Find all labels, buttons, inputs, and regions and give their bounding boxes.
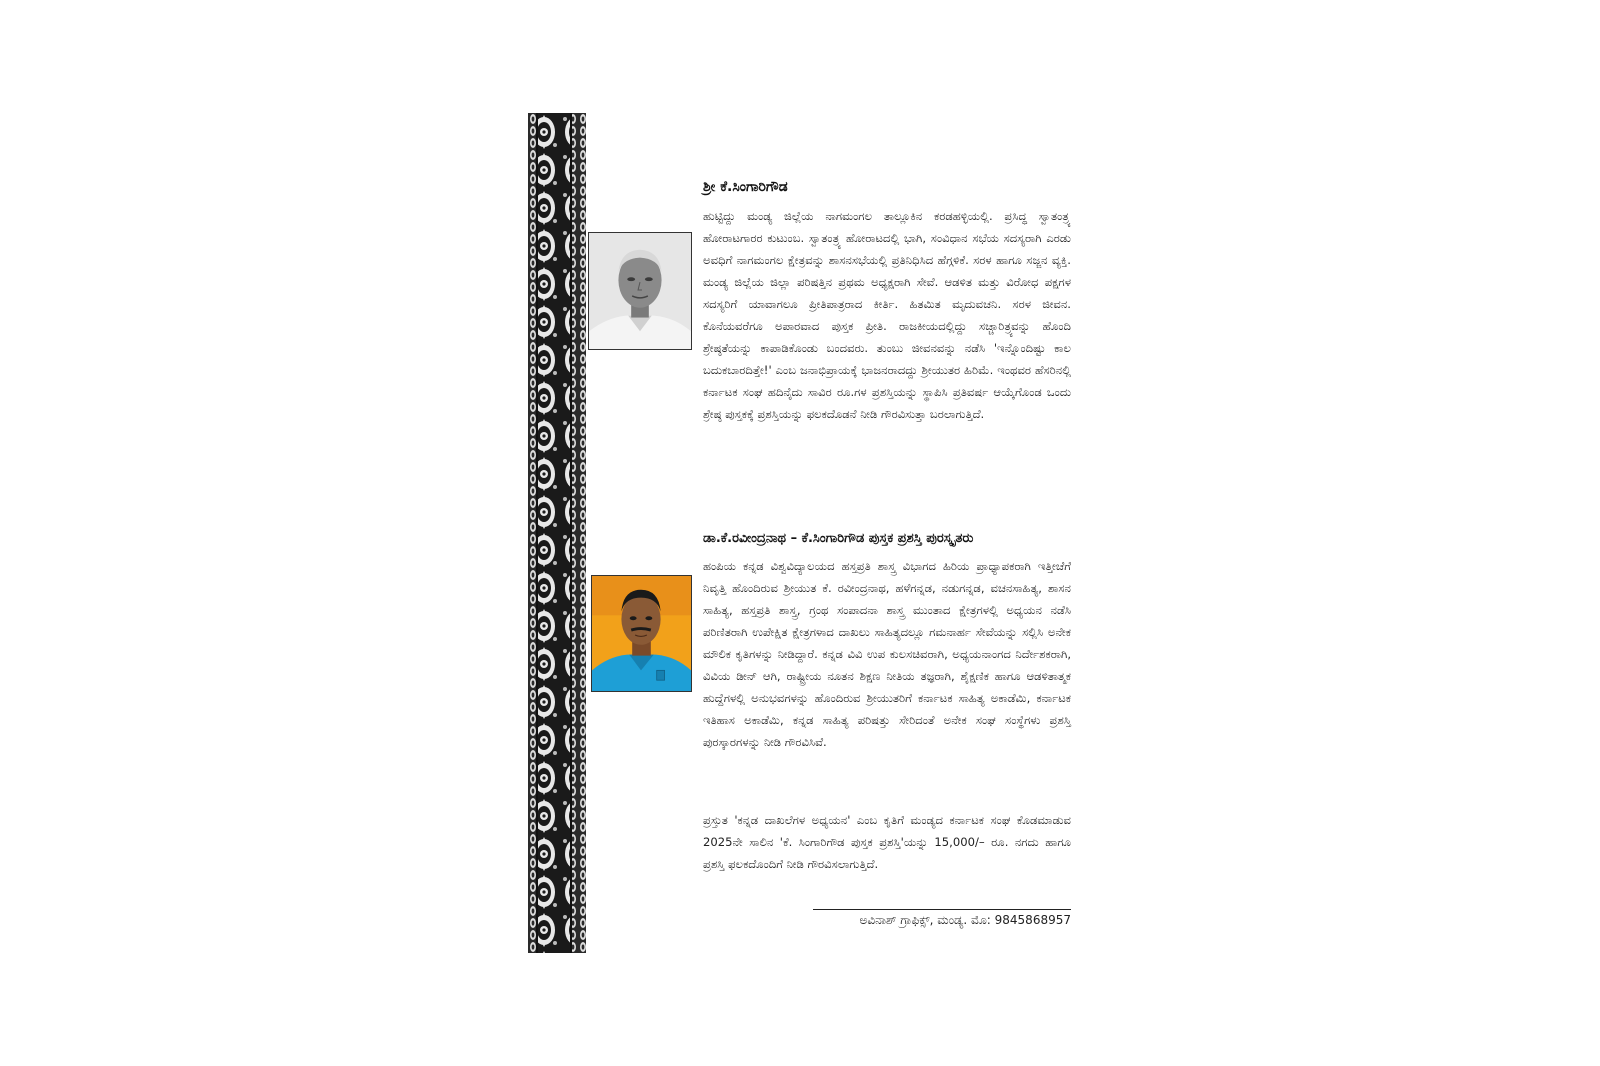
section1-heading: ಶ್ರೀ ಕೆ.ಸಿಂಗಾರಿಗೌಡ (703, 179, 788, 195)
section2-paragraph: ಹಂಪಿಯ ಕನ್ನಡ ವಿಶ್ವವಿದ್ಯಾಲಯದ ಹಸ್ತಪ್ರತಿ ಶಾಸ್ತ್ರ ವಿಭಾಗದ ಹಿರಿಯ ಪ್ರಾಧ್ಯಾಪಕರಾಗಿ ಇತ್ತೀಚೆಗೆ ನಿವೃತ್ತಿ ಹೊಂದಿರುವ ಶ್ರೀಯುತ ಕೆ. ರವೀಂದ್ರನಾಥ, ಹಳೆಗನ್ನಡ, ನಡುಗನ್ನಡ, ವಚನಸಾಹಿತ್ಯ, ಶಾಸನ ಸಾಹಿತ್ಯ, ಹಸ್ತಪ್ರತಿ ಶಾಸ್ತ್ರ, ಗ್ರಂಥ ಸಂಪಾದನಾ ಶಾಸ್ತ್ರ ಮುಂತಾದ ಕ್ಷೇತ್ರಗಳಲ್ಲಿ ಅಧ್ಯಯನ ನಡೆಸಿ ಪರಿಣಿತರಾಗಿ ಉಪೇಕ್ಷಿತ ಕ್ಷೇತ್ರಗಳಾದ ದಾಖಲು ಸಾಹಿತ್ಯದಲ್ಲೂ ಗಮನಾರ್ಹ ಸೇವೆಯನ್ನು ಸಲ್ಲಿಸಿ ಅನೇಕ ಮೌಲಿಕ ಕೃತಿಗಳನ್ನು ನೀಡಿದ್ದಾರೆ. ಕನ್ನಡ ವಿವಿ ಉಪ ಕುಲಸಚಿವರಾಗಿ, ಅಧ್ಯಯನಾಂಗದ ನಿರ್ದೇಶಕರಾಗಿ, ವಿವಿಯ ಡೀನ್ ಆಗಿ, ರಾಷ್ಟ್ರೀಯ ನೂತನ ಶಿಕ್ಷಣ ನೀತಿಯ ತಜ್ಞರಾಗಿ, ಶೈಕ್ಷಣಿಕ ಹಾಗೂ ಆಡಳಿತಾತ್ಮಕ ಹುದ್ದೆಗಳಲ್ಲಿ ಅನುಭವಗಳನ್ನು ಹೊಂದಿರುವ ಶ್ರೀಯುತರಿಗೆ ಕರ್ನಾಟಕ ಸಾಹಿತ್ಯ ಅಕಾಡೆಮಿ, ಕರ್ನಾಟಕ ಇತಿಹಾಸ ಅಕಾಡೆಮಿ, ಕನ್ನಡ ಸಾಹಿತ್ಯ ಪರಿಷತ್ತು ಸೇರಿದಂತೆ ಅನೇಕ ಸಂಘ ಸಂಸ್ಥೆಗಳು ಪ್ರಶಸ್ತಿ ಪುರಸ್ಕಾರಗಳನ್ನು ನೀಡಿ ಗೌರವಿಸಿವೆ. (703, 559, 1071, 749)
portrait-grayscale-image (589, 233, 691, 349)
brochure-page (528, 113, 1076, 953)
singarigowda-photo (588, 232, 692, 350)
ravindranatha-photo (591, 575, 692, 692)
printer-credit: ಅವಿನಾಶ್ ಗ್ರಾಫಿಕ್ಸ್, ಮಂಡ್ಯ. ಮೊ: 9845868957 (813, 909, 1071, 928)
portrait-color-image (592, 576, 691, 691)
ornamental-border (528, 113, 586, 953)
award-paragraph: ಪ್ರಸ್ತುತ 'ಕನ್ನಡ ದಾಖಲೆಗಳ ಅಧ್ಯಯನ' ಎಂಬ ಕೃತಿಗೆ ಮಂಡ್ಯದ ಕರ್ನಾಟಕ ಸಂಘ ಕೊಡಮಾಡುವ 2025ನೇ ಸಾಲಿನ 'ಕೆ. ಸಿಂಗಾರಿಗೌಡ ಪುಸ್ತಕ ಪ್ರಶಸ್ತಿ'ಯನ್ನು 15,000/– ರೂ. ನಗದು ಹಾಗೂ ಪ್ರಶಸ್ತಿ ಫಲಕದೊಂದಿಗೆ ನೀಡಿ ಗೌರವಿಸಲಾಗುತ್ತಿದೆ. (703, 813, 1071, 871)
section2-heading: ಡಾ.ಕೆ.ರವೀಂದ್ರನಾಥ – ಕೆ.ಸಿಂಗಾರಿಗೌಡ ಪುಸ್ತಕ ಪ್ರಶಸ್ತಿ ಪುರಸ್ಕೃತರು (703, 531, 974, 546)
section1-paragraph: ಹುಟ್ಟಿದ್ದು ಮಂಡ್ಯ ಜಿಲ್ಲೆಯ ನಾಗಮಂಗಲ ತಾಲ್ಲೂಕಿನ ಕರಡಹಳ್ಳಿಯಲ್ಲಿ. ಪ್ರಸಿದ್ಧ ಸ್ವಾತಂತ್ರ್ಯ ಹೋರಾಟಗಾರರ ಕುಟುಂಬ. ಸ್ವಾತಂತ್ರ್ಯ ಹೋರಾಟದಲ್ಲಿ ಭಾಗಿ, ಸಂವಿಧಾನ ಸಭೆಯ ಸದಸ್ಯರಾಗಿ ಎರಡು ಅವಧಿಗೆ ನಾಗಮಂಗಲ ಕ್ಷೇತ್ರವನ್ನು ಶಾಸನಸಭೆಯಲ್ಲಿ ಪ್ರತಿನಿಧಿಸಿದ ಹೆಗ್ಗಳಿಕೆ. ಸರಳ ಹಾಗೂ ಸಜ್ಜನ ವ್ಯಕ್ತಿ. ಮಂಡ್ಯ ಜಿಲ್ಲೆಯ ಜಿಲ್ಲಾ ಪರಿಷತ್ತಿನ ಪ್ರಥಮ ಅಧ್ಯಕ್ಷರಾಗಿ ಸೇವೆ. ಆಡಳಿತ ಮತ್ತು ವಿರೋಧ ಪಕ್ಷಗಳ ಸದಸ್ಯರಿಗೆ ಯಾವಾಗಲೂ ಪ್ರೀತಿಪಾತ್ರರಾದ ಕೀರ್ತಿ. ಹಿತಮಿತ ಮೃದುವಚನಿ. ಸರಳ ಜೀವನ. ಕೊನೆಯವರೆಗೂ ಅಪಾರವಾದ ಪುಸ್ತಕ ಪ್ರೀತಿ. ರಾಜಕೀಯದಲ್ಲಿದ್ದು ಸಚ್ಚಾರಿತ್ರ್ಯವನ್ನು ಹೊಂದಿ ಶ್ರೇಷ್ಠತೆಯನ್ನು ಕಾಪಾಡಿಕೊಂಡು ಬಂದವರು. ತುಂಬು ಜೀವನವನ್ನು ನಡೆಸಿ 'ಇನ್ನೊಂದಿಷ್ಟು ಕಾಲ ಬದುಕಬಾರದಿತ್ತೇ!' ಎಂಬ ಜನಾಭಿಪ್ರಾಯಕ್ಕೆ ಭಾಜನರಾದದ್ದು ಶ್ರೀಯುತರ ಹಿರಿಮೆ. ಇಂಥವರ ಹೆಸರಿನಲ್ಲಿ ಕರ್ನಾಟಕ ಸಂಘ ಹದಿನೈದು ಸಾವಿರ ರೂ.ಗಳ ಪ್ರಶಸ್ತಿಯನ್ನು ಸ್ಥಾಪಿಸಿ ಪ್ರತಿವರ್ಷ ಆಯ್ಕೆಗೊಂಡ ಒಂದು ಶ್ರೇಷ್ಠ ಪುಸ್ತಕಕ್ಕೆ ಪ್ರಶಸ್ತಿಯನ್ನು ಫಲಕದೊಡನೆ ನೀಡಿ ಗೌರವಿಸುತ್ತಾ ಬರಲಾಗುತ್ತಿದೆ. (703, 209, 1071, 421)
